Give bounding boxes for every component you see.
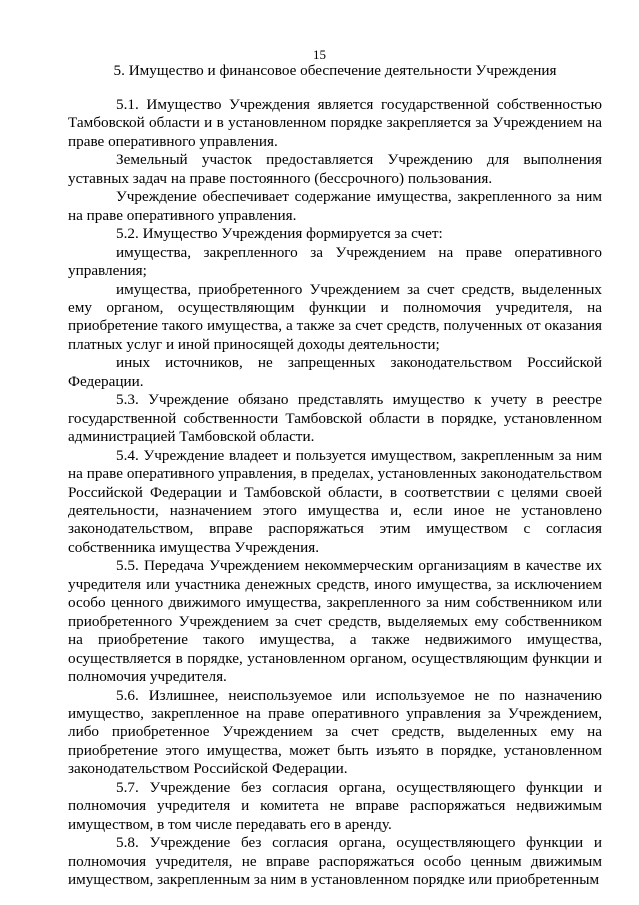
section-title: 5. Имущество и финансовое обеспечение деятельности Учреждения xyxy=(113,62,557,79)
paragraph-land-plot: Земельный участок предоставляется Учреждению для выполнения уставных задач на праве постоянного (бессрочного) пользования. xyxy=(68,151,602,187)
paragraph-5-2: 5.2. Имущество Учреждения формируется за счет: xyxy=(116,225,443,243)
paragraph-5-5: 5.5. Передача Учреждением некоммерческим организациям в качестве их учредителя или участника денежных средств, иного имущества, за исключением особо ценного движимого имущества, закрепленного за ним собственником или приобретенного Учреждением за счет средств, выделяемых ему собственником на приобретение такого имущества, а также недвижимого имущества, осуществляется в порядке, установленном органом, осуществляющим функции и полномочия учредителя. xyxy=(68,557,602,686)
paragraph-5-3: 5.3. Учреждение обязано представлять имущество к учету в реестре государственной собственности Тамбовской области в порядке, установленном администрацией Тамбовской области. xyxy=(68,391,602,446)
paragraph-5-8: 5.8. Учреждение без согласия органа, осуществляющего функции и полномочия учредителя, не вправе распоряжаться особо ценным движимым имуществом, закрепленным за ним в установленном порядке или приобретенным xyxy=(68,834,602,889)
paragraph-5-1: 5.1. Имущество Учреждения является государственной собственностью Тамбовской области и в установленном порядке закрепляется за Учреждением на праве оперативного управления. xyxy=(68,96,602,150)
list-item-acquired-property: имущества, приобретенного Учреждением за счет средств, выделенных ему органом, осуществляющим функции и полномочия учредителя, на приобретение такого имущества, а также за счет средств, полученных от оказания платных услуг и иной приносящей доходы деятельности; xyxy=(68,280,602,353)
page-number: 15 xyxy=(313,47,326,62)
paragraph-maintenance: Учреждение обеспечивает содержание имущества, закрепленного за ним на праве оперативного управления. xyxy=(68,188,602,224)
paragraph-5-7: 5.7. Учреждение без согласия органа, осуществляющего функции и полномочия учредителя и комитета не вправе распоряжаться недвижимым имуществом, в том числе передавать его в аренду. xyxy=(68,778,602,833)
list-item-assigned-property: имущества, закрепленного за Учреждением на праве оперативного управления; xyxy=(68,243,602,280)
document-body xyxy=(68,96,602,889)
paragraph-5-6: 5.6. Излишнее, неиспользуемое или используемое не по назначению имущество, закрепленное на праве оперативного управления за Учреждением, либо приобретенное Учреждением за счет средств, выделенных ему на приобретение этого имущества, может быть изъято в порядке, установленном законодательством Российской Федерации. xyxy=(68,686,602,778)
list-item-other-sources: иных источников, не запрещенных законодательством Российской Федерации. xyxy=(68,354,602,390)
paragraph-5-4: 5.4. Учреждение владеет и пользуется имуществом, закрепленным за ним на праве оперативного управления, в пределах, установленных законодательством Российской Федерации и Тамбовской области, в соответствии с целями своей деятельности, назначением этого имущества и, если иное не установлено законодательством, вправе распоряжаться этим имуществом с согласия собственника имущества Учреждения. xyxy=(68,446,602,556)
